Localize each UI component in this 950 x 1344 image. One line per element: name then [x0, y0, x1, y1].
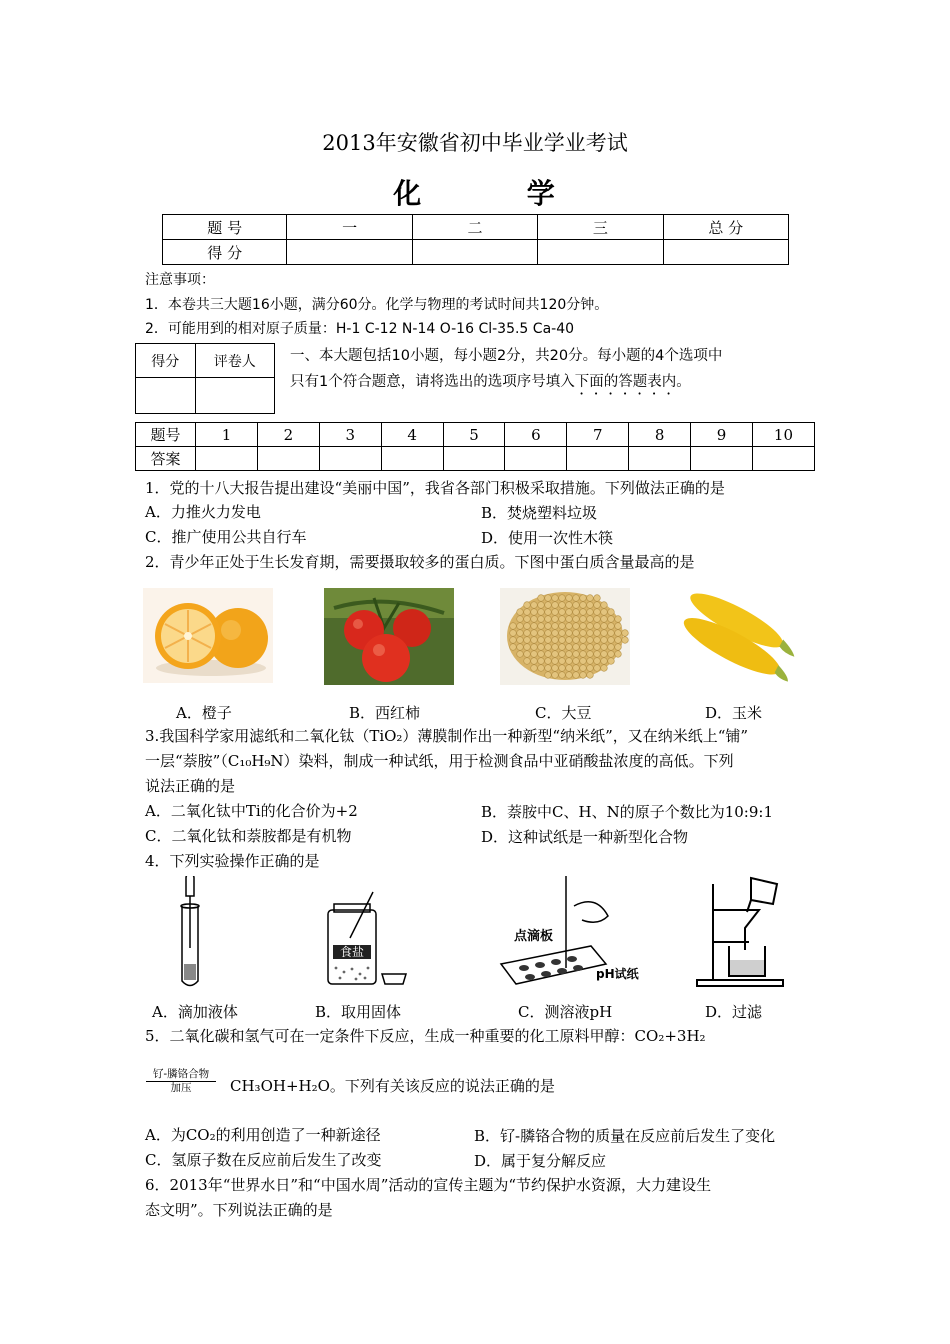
exam-title: 2013年安徽省初中毕业学业考试	[322, 131, 628, 155]
answer-table-a-label: 答案	[136, 447, 196, 471]
reaction-condition-pressure: 加压	[170, 1082, 192, 1094]
q5-option-a: A．为CO₂的利用创造了一种新途径	[145, 1126, 381, 1144]
q3-option-c: C．二氧化钛和萘胺都是有机物	[145, 827, 352, 845]
subject-char-2: 学	[526, 177, 557, 210]
notes-heading: 注意事项：	[145, 272, 215, 288]
score-table	[162, 214, 789, 265]
section1-instruction-part-a: 只有1个符合题意，请将选出的选项序号填入	[290, 374, 575, 390]
q3-stem-3: 说法正确的是	[145, 777, 236, 795]
reaction-condition-catalyst: 钌-膦铬合物	[152, 1068, 210, 1080]
answer-table-q-label: 题号	[136, 423, 196, 447]
q5-stem-1: 5．二氧化碳和氢气可在一定条件下反应，生成一种重要的化工原料甲醇：CO₂+3H₂	[145, 1027, 706, 1045]
answer-table-number: 9	[691, 423, 753, 447]
q1-option-d: D．使用一次性木筷	[481, 529, 614, 547]
answer-table-number: 10	[752, 423, 814, 447]
q1-option-c: C．推广使用公共自行车	[145, 528, 307, 546]
q4-option-c: C．测溶液pH	[518, 1003, 613, 1021]
section1-instruction-2	[290, 370, 691, 398]
score-header-total: 总 分	[663, 215, 788, 240]
section1-instruction-emphasis: 下面的答题表内	[574, 374, 677, 390]
salt-label: 食盐	[340, 945, 365, 959]
score-header-2: 二	[412, 215, 537, 240]
score-cell[interactable]	[538, 240, 663, 265]
answer-cell[interactable]	[196, 447, 258, 471]
answer-cell[interactable]	[567, 447, 629, 471]
answer-table-number: 1	[196, 423, 258, 447]
answer-cell[interactable]	[381, 447, 443, 471]
q5-option-d: D．属于复分解反应	[474, 1152, 607, 1170]
score-header-1: 一	[287, 215, 412, 240]
tomato-image	[324, 588, 454, 685]
q2-option-b: B．西红柿	[349, 704, 421, 722]
answer-cell[interactable]	[319, 447, 381, 471]
answer-table-number: 7	[567, 423, 629, 447]
q3-stem-1: 3.我国科学家用滤纸和二氧化钛（TiO₂）薄膜制作出一种新型“纳米纸”，又在纳米纸上“铺”	[145, 727, 749, 745]
grader-name-cell[interactable]	[195, 378, 274, 414]
q2-option-a: A．橙子	[176, 704, 232, 722]
orange-image	[143, 588, 273, 683]
q6-stem-1: 6．2013年“世界水日”和“中国水周”活动的宣传主题为“节约保护水资源，大力建设生	[145, 1176, 712, 1194]
subject-char-1: 化	[393, 177, 424, 210]
q4-stem: 4．下列实验操作正确的是	[145, 852, 320, 870]
score-cell[interactable]	[287, 240, 412, 265]
q3-option-a: A．二氧化钛中Ti的化合价为+2	[145, 802, 358, 820]
score-cell[interactable]	[663, 240, 788, 265]
q3-option-b: B．萘胺中C、H、N的原子个数比为10:9:1	[481, 803, 773, 821]
grader-score-label: 得分	[136, 344, 196, 378]
grader-name-label: 评卷人	[195, 344, 274, 378]
answer-cell[interactable]	[752, 447, 814, 471]
answer-table	[135, 422, 815, 471]
score-row-label: 得 分	[163, 240, 287, 265]
q3-stem-2: 一层“萘胺”（C₁₀H₉N）染料，制成一种试纸，用于检测食品中亚硝酸盐浓度的高低。下列	[145, 752, 734, 770]
q2-option-c: C．大豆	[535, 704, 592, 722]
score-header-label: 题 号	[163, 215, 287, 240]
answer-cell[interactable]	[691, 447, 753, 471]
spot-plate-ph-image	[496, 876, 646, 988]
grader-box	[135, 343, 275, 414]
filtration-image	[693, 876, 793, 990]
note-1: 1．本卷共三大题16小题，满分60分。化学与物理的考试时间共120分钟。	[145, 297, 609, 313]
answer-cell[interactable]	[443, 447, 505, 471]
reaction-condition	[146, 1068, 216, 1095]
note-2: 2．可能用到的相对原子质量：H-1 C-12 N-14 O-16 Cl-35.5 Ca-40	[145, 321, 575, 337]
spot-plate-label: 点滴板	[514, 929, 554, 944]
q4-option-a: A．滴加液体	[152, 1003, 238, 1021]
answer-table-number: 5	[443, 423, 505, 447]
q3-option-d: D．这种试纸是一种新型化合物	[481, 828, 689, 846]
score-header-3: 三	[538, 215, 663, 240]
q4-option-d: D．过滤	[705, 1003, 763, 1021]
q5-option-c: C．氢原子数在反应前后发生了改变	[145, 1151, 382, 1169]
grader-score-cell[interactable]	[136, 378, 196, 414]
q5-option-b: B．钌-膦铬合物的质量在反应前后发生了变化	[474, 1127, 776, 1145]
dropper-test-tube-image	[170, 876, 220, 992]
q1-option-b: B．焚烧塑料垃圾	[481, 504, 598, 522]
section1-instruction-part-c: 。	[676, 374, 691, 390]
q5-stem-2: CH₃OH+H₂O。下列有关该反应的说法正确的是	[230, 1077, 555, 1095]
answer-table-number: 4	[381, 423, 443, 447]
q2-option-d: D．玉米	[705, 704, 763, 722]
answer-cell[interactable]	[505, 447, 567, 471]
q4-option-b: B．取用固体	[315, 1003, 402, 1021]
subject-title	[0, 172, 950, 212]
q1-stem: 1．党的十八大报告提出建设“美丽中国”，我省各部门积极采取措施。下列做法正确的是	[145, 479, 725, 497]
q6-stem-2: 态文明”。下列说法正确的是	[145, 1201, 333, 1219]
answer-table-number: 3	[319, 423, 381, 447]
answer-table-number: 6	[505, 423, 567, 447]
q1-option-a: A．力推火力发电	[145, 503, 261, 521]
answer-cell[interactable]	[257, 447, 319, 471]
salt-jar-image	[318, 890, 408, 990]
q2-stem: 2．青少年正处于生长发育期，需要摄取较多的蛋白质。下图中蛋白质含量最高的是	[145, 553, 695, 571]
answer-cell[interactable]	[629, 447, 691, 471]
score-cell[interactable]	[412, 240, 537, 265]
answer-table-number: 8	[629, 423, 691, 447]
ph-paper-label: pH试纸	[596, 967, 639, 981]
section1-instruction-1: 一、本大题包括10小题，每小题2分，共20分。每小题的4个选项中	[290, 348, 723, 364]
corn-image	[673, 588, 805, 690]
soybean-image	[500, 588, 630, 685]
answer-table-number: 2	[257, 423, 319, 447]
